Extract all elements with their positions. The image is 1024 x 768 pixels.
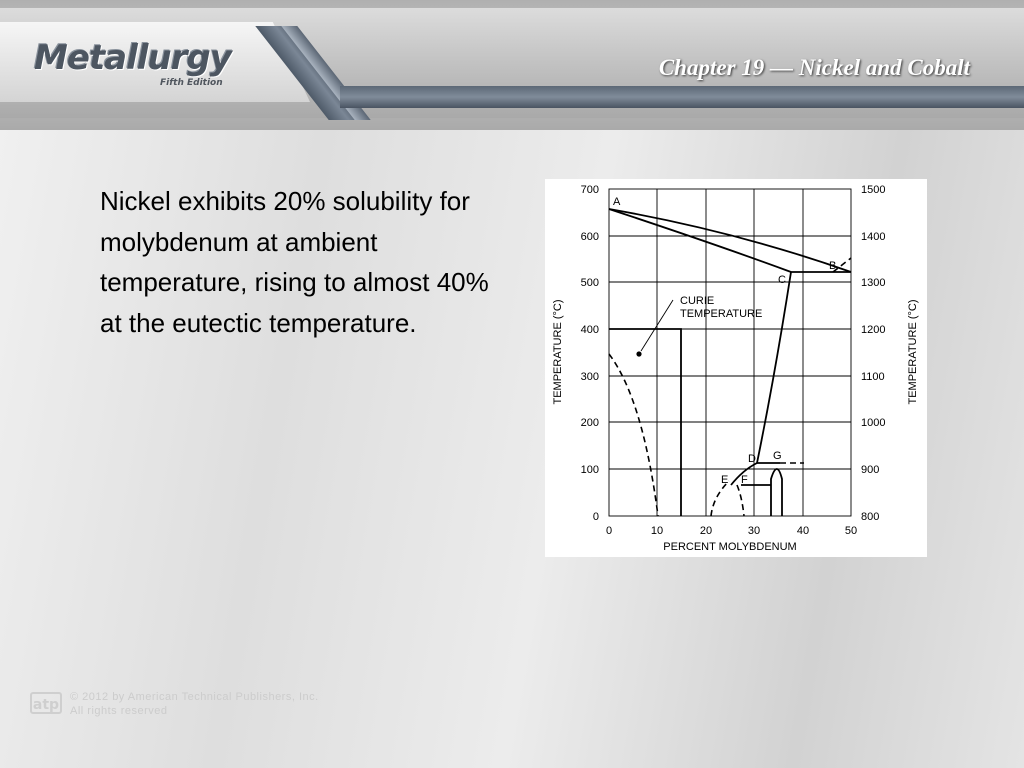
copyright-line-2: All rights reserved — [70, 705, 168, 717]
y-axis-left-label: TEMPERATURE (°C) — [552, 299, 564, 405]
dashed-boundaries — [609, 258, 851, 516]
phase-boundaries — [609, 209, 851, 516]
logo-title: Metallurgy — [34, 38, 231, 78]
logo-subtitle: Fifth Edition — [160, 78, 223, 88]
curie-temperature-line — [609, 329, 681, 516]
x-axis-ticks — [606, 525, 857, 537]
left-tick-label: 600 — [580, 231, 599, 243]
phase-diagram — [545, 179, 927, 557]
left-axis-ticks — [581, 184, 599, 523]
curie-callout-dot — [636, 351, 641, 356]
right-tick-label: 1200 — [861, 324, 886, 336]
g-phase-field — [771, 469, 782, 516]
right-tick-label: 1100 — [861, 371, 885, 383]
liquidus-line — [609, 209, 851, 272]
header-banner-bar — [340, 86, 1024, 108]
point-label-a: A — [613, 196, 621, 208]
left-tick-label: 200 — [580, 417, 599, 429]
left-tick-label: 0 — [592, 511, 599, 523]
point-label-b: B — [829, 260, 837, 272]
right-axis-ticks — [861, 184, 885, 523]
left-tick-label: 100 — [580, 464, 599, 476]
x-tick-label: 30 — [747, 525, 761, 537]
dashed-magnetic-line — [609, 354, 658, 516]
right-tick-label: 1300 — [861, 277, 886, 289]
solidus-line — [609, 209, 791, 272]
body-text: Nickel exhibits 20% solubility for molybdenum at ambient temperature, rising to almost 40% at the eutectic temperature. — [100, 186, 489, 338]
phase-diagram-figure — [545, 179, 927, 557]
chapter-title: Chapter 19 — Nickel and Cobalt — [658, 55, 970, 80]
copyright-line-1: © 2012 by American Technical Publishers, Inc. — [70, 691, 319, 703]
diagram-grid — [609, 189, 851, 516]
curie-label-line2: TEMPERATURE — [680, 308, 763, 320]
point-label-c: C — [778, 274, 786, 286]
x-tick-label: 40 — [796, 525, 810, 537]
publisher-logo: atp — [30, 692, 62, 714]
x-tick-label: 10 — [650, 525, 664, 537]
curie-label-line1: CURIE — [680, 295, 715, 307]
point-label-d: D — [748, 453, 756, 465]
right-tick-label: 1500 — [861, 184, 886, 196]
x-axis-label: PERCENT MOLYBDENUM — [663, 541, 797, 553]
point-label-f: F — [741, 474, 748, 486]
right-tick-label: 900 — [861, 464, 880, 476]
left-tick-label: 500 — [580, 277, 599, 289]
solvus-line — [757, 272, 791, 463]
left-tick-label: 400 — [580, 324, 599, 336]
copyright-notice — [70, 690, 319, 718]
left-tick-label: 700 — [580, 184, 599, 196]
point-label-g: G — [773, 450, 782, 462]
plot-frame — [609, 189, 851, 516]
point-label-e: E — [721, 474, 729, 486]
dashed-e-left — [711, 481, 729, 516]
right-tick-label: 800 — [861, 511, 880, 523]
right-tick-label: 1000 — [861, 417, 886, 429]
dashed-e-right — [737, 485, 744, 516]
header-band — [0, 0, 1024, 130]
right-tick-label: 1400 — [861, 231, 886, 243]
y-axis-right-label: TEMPERATURE (°C) — [907, 299, 919, 405]
x-tick-label: 50 — [844, 525, 858, 537]
x-tick-label: 20 — [699, 525, 713, 537]
left-tick-label: 300 — [580, 371, 599, 383]
x-tick-label: 0 — [605, 525, 613, 537]
